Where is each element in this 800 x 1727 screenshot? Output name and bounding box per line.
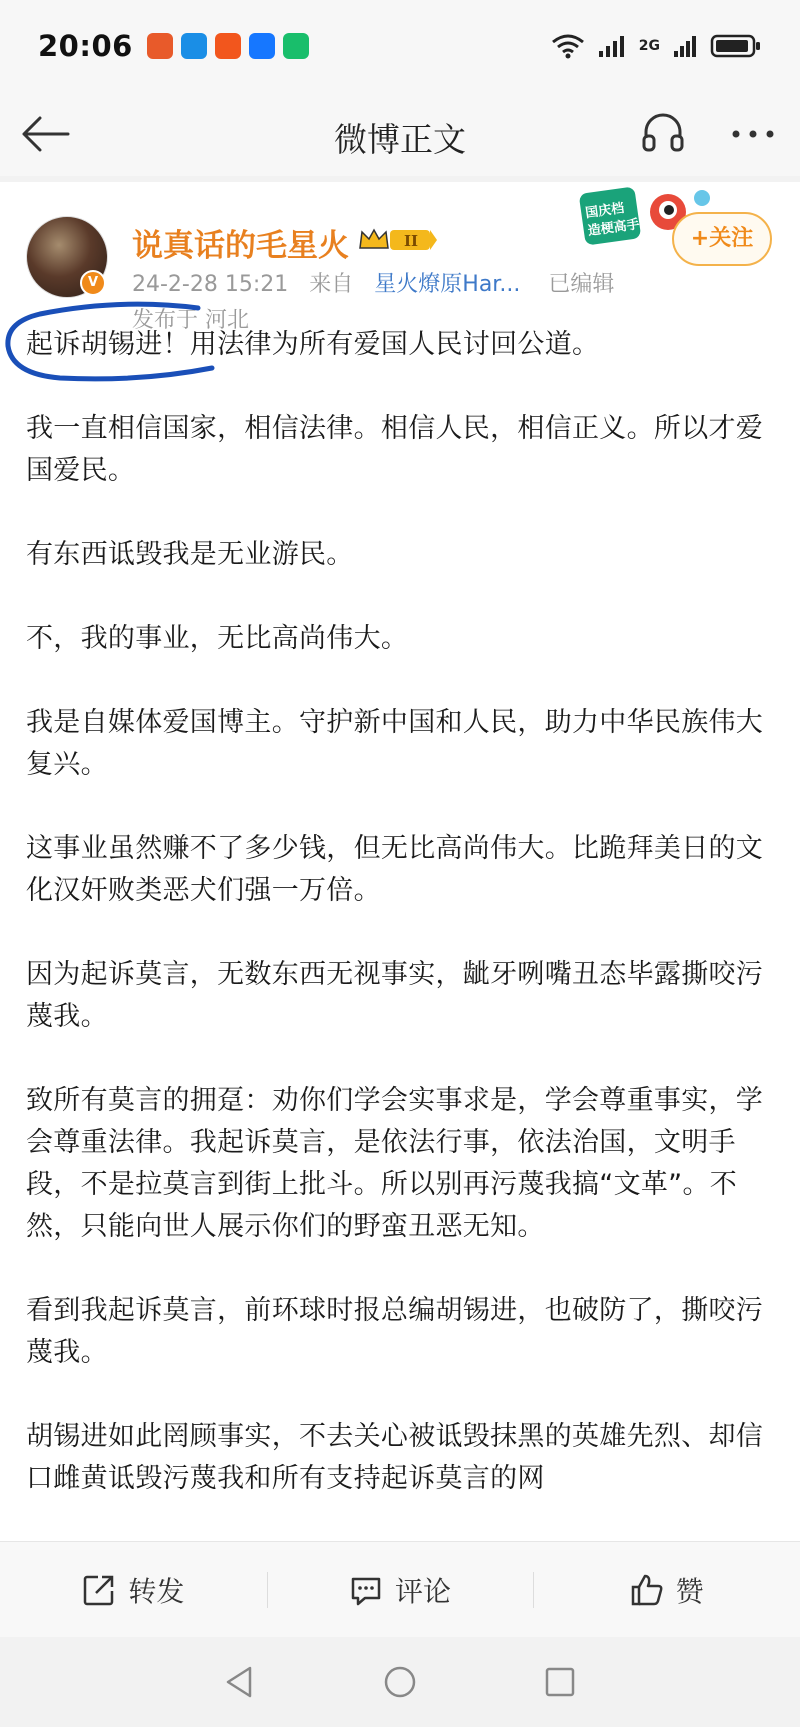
app-notification-icon-3 [215,33,241,59]
post-paragraph: 看到我起诉莫言，前环球时报总编胡锡进，也破防了，撕咬污蔑我。 [26,1295,764,1368]
post-source-link[interactable]: 星火燎原Har... [374,272,521,297]
like-label: 赞 [675,1574,704,1608]
app-notification-icon-1 [147,33,173,59]
listen-button[interactable] [640,110,686,156]
status-indicators [551,33,762,59]
more-dots-icon [726,114,780,154]
comment-icon [349,1573,383,1607]
post-paragraph: 致所有莫言的拥趸：劝你们学会实事求是，学会尊重事实，学会尊重法律。我起诉莫言，是依法行事，依法治国，文明手段，不是拉莫言到街上批斗。所以别再污蔑我搞“文革”。不然，只能向世人展示你们的野蛮丑恶无知。 [26,1085,764,1242]
shield-notification-icon [283,33,309,59]
source-prefix: 来自 [309,272,354,297]
author-name[interactable]: 说真话的毛星火 [132,228,349,264]
comment-button[interactable] [267,1542,534,1637]
repost-label: 转发 [128,1574,185,1608]
follow-button[interactable]: +关注 [672,212,772,266]
badge-level-text: II [404,232,419,250]
post-card [0,182,800,1602]
notification-icons [147,33,309,59]
crown-level-badge-icon [358,226,438,254]
post-body [26,324,774,1500]
headphones-icon [640,110,686,156]
post-paragraph: 起诉胡锡进！用法律为所有爱国人民讨回公道。 [26,329,600,360]
network-type-label: 2G [638,38,660,54]
alipay-notification-icon [249,33,275,59]
page-title: 微博正文 [334,120,466,159]
post-location: 发布于 河北 [132,308,249,333]
post-paragraph: 因为起诉莫言，无数东西无视事实，龇牙咧嘴丑态毕露撕咬污蔑我。 [26,959,764,1032]
svg-text:国庆档: 国庆档 [584,201,626,222]
wifi-icon [551,33,585,59]
post-timestamp: 24-2-28 15:21 [132,272,289,297]
repost-icon [82,1573,116,1607]
nav-home-icon[interactable] [380,1662,420,1702]
post-paragraph: 这事业虽然赚不了多少钱，但无比高尚伟大。比跪拜美日的文化汉奸败类恶犬们强一万倍。 [26,833,764,906]
more-options-button[interactable] [726,114,780,154]
battery-icon [710,33,762,59]
top-navigation-bar [0,92,800,176]
verified-badge-icon: V [80,270,106,296]
post-paragraph: 我一直相信国家，相信法律。相信人民，相信正义。所以才爱国爱民。 [26,413,764,486]
status-time: 20:06 [38,29,133,63]
cell-signal-icon-2 [672,33,698,59]
cell-signal-icon [597,33,627,59]
system-navigation-bar [0,1637,800,1727]
svg-text:造梗高手: 造梗高手 [586,217,641,240]
nav-back-icon[interactable] [220,1662,260,1702]
post-meta [132,267,614,298]
comment-label: 评论 [395,1574,452,1608]
post-action-bar [0,1541,800,1637]
nav-recents-icon[interactable] [540,1662,580,1702]
post-paragraph: 有东西诋毁我是无业游民。 [26,539,354,570]
thumbs-up-icon [630,1573,664,1607]
post-paragraph: 胡锡进如此罔顾事实，不去关心被诋毁抹黑的英雄先烈、却信口雌黄诋毁污蔑我和所有支持起诉莫言的网 [26,1421,764,1494]
app-notification-icon-2 [181,33,207,59]
edited-label[interactable]: 已编辑 [548,272,615,297]
post-paragraph: 我是自媒体爱国博主。守护新中国和人民，助力中华民族伟大复兴。 [26,707,764,780]
like-button[interactable] [533,1542,800,1637]
post-paragraph: 不，我的事业，无比高尚伟大。 [26,623,409,654]
repost-button[interactable] [0,1542,267,1637]
status-bar [0,0,800,92]
